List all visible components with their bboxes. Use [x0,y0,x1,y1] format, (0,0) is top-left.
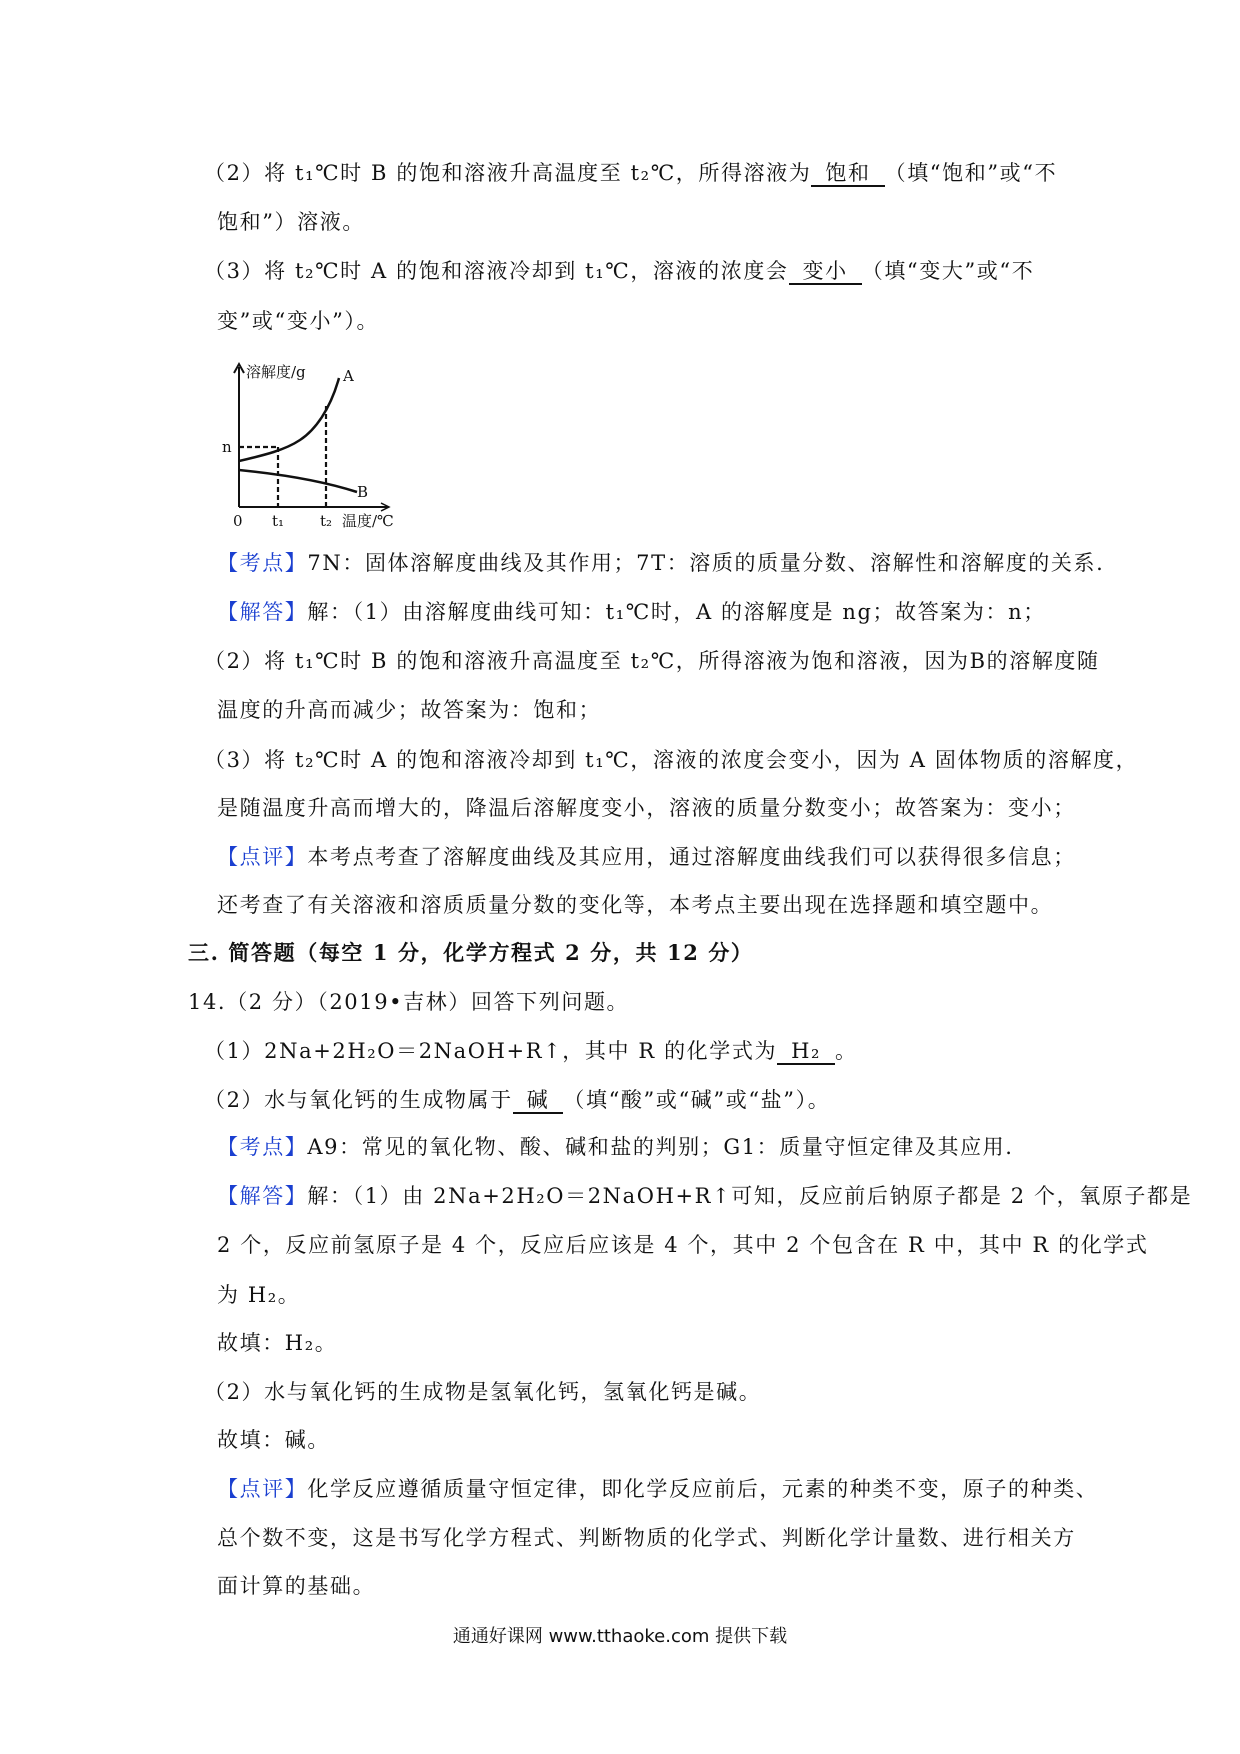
text: （填“饱和”或“不 [884,161,1058,185]
curve-a-label: A [343,367,354,385]
q13-part2-cont: 饱和”）溶液。 [217,210,365,234]
q13-part3 [204,257,1034,285]
q14-jieda-6: 故填：碱。 [217,1428,330,1452]
dianping-tag: 【点评】 [217,1477,308,1501]
q13-part3-cont: 变”或“变小”）。 [217,309,380,333]
answer-blank: H₂ [777,1039,835,1065]
text: （3）将 t₂℃时 A 的饱和溶液冷却到 t₁℃，溶液的浓度会 [204,259,789,283]
jieda-tag: 【解答】 [217,600,308,624]
curve-b [239,470,357,492]
text: （填“酸”或“碱”或“盐”）。 [563,1088,831,1112]
text: 解：（1）由 2Na+2H₂O＝2NaOH+R↑可知，反应前后钠原子都是 2 个，氧原子都是 [307,1184,1193,1208]
t2-label: t₂ [320,512,333,530]
q13-jieda [217,598,1046,626]
text: 7N：固体溶解度曲线及其作用；7T：溶质的质量分数、溶解性和溶解度的关系. [307,551,1105,575]
y-axis-label: 溶解度/g [246,363,306,381]
q14-dianping-3: 面计算的基础。 [217,1574,376,1598]
kaodian-tag: 【考点】 [217,551,308,575]
q14-part1 [204,1037,858,1065]
q13-dianping-2: 还考查了有关溶液和溶质质量分数的变化等，本考点主要出现在选择题和填空题中。 [217,893,1054,917]
section-heading: 三. 简答题（每空 1 分，化学方程式 2 分，共 12 分） [188,940,754,965]
x-axis-label: 温度/℃ [342,512,394,530]
q14-dianping-2: 总个数不变，这是书写化学方程式、判断物质的化学式、判断化学计量数、进行相关方 [217,1526,1076,1550]
origin-label: 0 [233,512,243,530]
answer-blank: 饱和 [811,161,884,187]
footer-source: 通通好课网 www.tthaoke.com 提供下载 [452,1626,788,1647]
q14-title: 14.（2 分）（2019•吉林）回答下列问题。 [188,990,630,1014]
q13-kaodian [217,549,1104,577]
q14-jieda-2: 2 个，反应前氢原子是 4 个，反应后应该是 4 个，其中 2 个包含在 R 中，其中 R 的化学式 [217,1233,1149,1257]
text: 。 [835,1039,858,1063]
text: （2）将 t₁℃时 B 的饱和溶液升高温度至 t₂℃，所得溶液为 [204,161,812,185]
q13-jieda-4: （3）将 t₂℃时 A 的饱和溶液冷却到 t₁℃，溶液的浓度会变小，因为 A 固体物质的溶解度， [204,748,1139,772]
answer-blank: 变小 [789,259,862,285]
q13-dianping [217,843,1076,871]
curve-b-label: B [357,483,369,501]
solubility-graph [215,355,415,535]
kaodian-tag: 【考点】 [217,1135,308,1159]
text: 本考点考查了溶解度曲线及其应用，通过溶解度曲线我们可以获得很多信息； [307,845,1076,869]
text: 化学反应遵循质量守恒定律，即化学反应前后，元素的种类不变，原子的种类、 [307,1477,1099,1501]
curve-a [239,378,339,461]
q14-kaodian [217,1133,1014,1161]
q14-jieda [217,1182,1192,1210]
text: （填“变大”或“不 [861,259,1035,283]
q14-jieda-5: （2）水与氧化钙的生成物是氢氧化钙，氢氧化钙是碱。 [204,1380,762,1404]
q14-part2 [204,1086,830,1114]
answer-blank: 碱 [513,1088,564,1114]
q13-jieda-3: 温度的升高而减少；故答案为：饱和； [217,698,602,722]
n-label: n [222,438,232,456]
dianping-tag: 【点评】 [217,845,308,869]
q14-dianping [217,1475,1098,1503]
q14-jieda-3: 为 H₂。 [217,1283,301,1307]
text: （2）水与氧化钙的生成物属于 [204,1088,513,1112]
t1-label: t₁ [272,512,285,530]
q13-jieda-5: 是随温度升高而增大的，降温后溶解度变小，溶液的质量分数变小；故答案为：变小； [217,796,1076,820]
text: A9：常见的氧化物、酸、碱和盐的判别；G1：质量守恒定律及其应用. [307,1135,1014,1159]
q14-jieda-4: 故填：H₂。 [217,1331,338,1355]
q13-part2 [204,159,1057,187]
jieda-tag: 【解答】 [217,1184,308,1208]
text: （1）2Na+2H₂O＝2NaOH+R↑，其中 R 的化学式为 [204,1039,778,1063]
text: 解：（1）由溶解度曲线可知：t₁℃时，A 的溶解度是 ng；故答案为：n； [307,600,1046,624]
q13-jieda-2: （2）将 t₁℃时 B 的饱和溶液升高温度至 t₂℃，所得溶液为饱和溶液，因为B的溶解度随 [204,649,1100,673]
